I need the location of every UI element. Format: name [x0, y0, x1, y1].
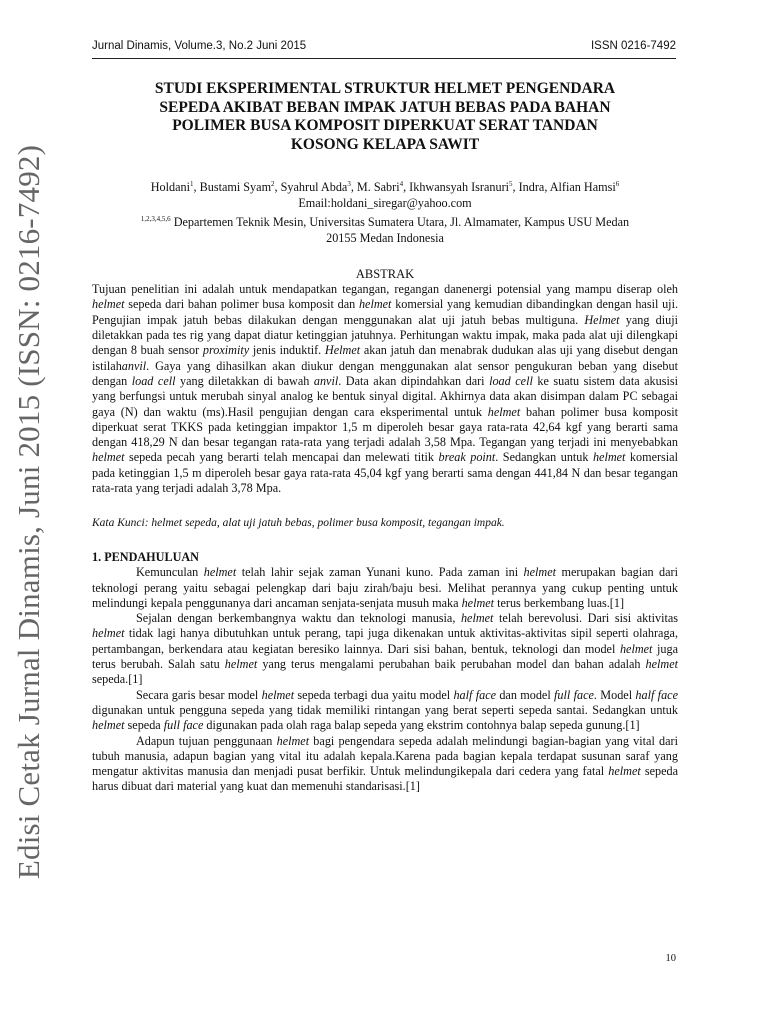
title-line: STUDI EKSPERIMENTAL STRUKTUR HELMET PENGENDARA: [154, 80, 616, 97]
paragraph: Adapun tujuan penggunaan helmet bagi pengendara sepeda adalah melindungi bagian-bagian yang vital dari tubuh manusia, adapun bagian yang vital itu adalah kepala.Karena pada bagian kepala terdapat susunan saraf yang mengatur aktivitas manusia dan menjadi pusat berfikir. Untuk melindungikepala dari cedera yang fatal helmet sepeda harus dibuat dari material yang kuat dan memenuhi standarisasi.[1]: [92, 733, 678, 794]
paragraph: Sejalan dengan berkembangnya waktu dan teknologi manusia, helmet telah berevolusi. Dari sisi aktivitas helmet tidak lagi hanya dibutuhkan untuk perang, tapi juga dikenakan untuk aktivitas-aktivitas sipil seperti olahraga, pertambangan, berkendara atau kegiatan beresiko lainnya. Dari sisi bahan, bentuk, teknologi dan model helmet juga terus berubah. Salah satu helmet yang terus mengalami perubahan baik perubahan model dan bahan adalah helmet sepeda.[1]: [92, 611, 679, 687]
author-list: Holdani$^1$, Bustami Syam$^2$, Syahrul Abda$^3$, M. Sabri$^4$, Ikhwansyah Isranuri$^5$, Indra, Alfian Hamsi$^6$ Email:holdani_siregar@yahoo.com: [92, 176, 678, 211]
journal-info: Jurnal Dinamis, Volume.3, No.2 Juni 2015: [92, 40, 307, 52]
title-line: KOSONG KELAPA SAWIT: [290, 135, 480, 153]
paragraph: Secara garis besar model helmet sepeda terbagi dua yaitu model half face dan model full face. Model half face digunakan untuk pengguna sepeda yang tidak memiliki rintangan yang berat seperti sepeda santai. Sedangkan untuk helmet sepeda full face digunakan pada olah raga balap sepeda yang ekstrim contohnya balap sepeda gunung.[1]: [92, 687, 678, 733]
abstract-body: Tujuan penelitian ini adalah untuk mendapatkan tegangan, regangan danenergi potensial yang mampu diserap oleh helmet sepeda dari bahan polimer busa komposit dan helmet komersial yang kemudian dibandingkan dengan hasil uji. Pengujian impak jatuh bebas dilakukan dengan menggunakan alat uji jatuh bebas multiguna. Helmet yang diuji diletakkan pada tes rig yang dapat diatur ketinggian jatuhnya. Perhitungan waktu impak, maka pada alat uji dilengkapi dengan 8 buah sensor proximity jenis induktif. Helmet akan jatuh dan menabrak dudukan alas uji yang disebut dengan istilahanvil. Gaya yang dihasilkan akan diukur dengan menggunakan alat sensor pengukuran beban yang disebut dengan load cell yang diletakkan di bawah anvil. Data akan dipindahkan dari load cell ke suatu sistem data akusisi yang berfungsi untuk merubah sinyal analog ke bentuk sinyal digital. Akhirnya data akan disimpan dalam PC sebagai gaya (N) dan waktu (ms).Hasil pengujian dengan cara eksperimental untuk helmet bahan polimer busa komposit diperkuat serat TKKS pada ketinggian impaktor 1,5 m diperoleh besar gaya rata-rata 42,64 kgf yang berarti sama dengan 418,29 N dan besar tegangan rata-rata yang terjadi adalah 3,58 Mpa. Tegangan yang terjadi ini menyebabkan helmet sepeda pecah yang berarti telah mencapai dan melewati titik break point. Sedangkan untuk helmet komersial pada ketinggian 1,5 m diperoleh besar gaya rata-rata 45,04 kgf yang berarti sama dengan 441,84 N dan besar tegangan rata-rata yang terjadi adalah 3,78 Mpa.: [92, 282, 679, 495]
header-rule: [92, 58, 676, 59]
keywords: Kata Kunci: helmet sepeda, alat uji jatuh bebas, polimer busa komposit, tegangan impak.: [92, 517, 505, 530]
title-line: SEPEDA AKIBAT BEBAN IMPAK JATUH BEBAS PADA BAHAN: [159, 98, 611, 116]
running-header: [92, 40, 676, 56]
paper-title: [122, 80, 648, 154]
sidebar-edition-banner: [0, 0, 58, 1024]
section-heading: 1. PENDAHULUAN: [92, 550, 199, 565]
affiliation: $^{1,2,3,4,5,6}$ Departemen Teknik Mesin, Universitas Sumatera Utara, Jl. Almamater, Kampus USU Medan 20155 Medan Indonesia: [140, 215, 630, 246]
title-line: POLIMER BUSA KOMPOSIT DIPERKUAT SERAT TANDAN: [172, 117, 598, 134]
page-content: [92, 80, 678, 795]
issn: ISSN 0216-7492: [590, 40, 676, 52]
author-email: Email:holdani_siregar@yahoo.com: [298, 196, 472, 211]
paragraph: Kemunculan helmet telah lahir sejak zaman Yunani kuno. Pada zaman ini helmet merupakan bagian dari teknologi perang yaitu sebagai pelengkap dari baju zirah/baju besi. Melihat perannya yang cukup penting untuk melindungi kepala penggunanya dari ancaman senjata-senjata musuh maka helmet terus berkembang luas.[1]: [92, 565, 678, 610]
abstract-heading: ABSTRAK: [355, 267, 415, 282]
page-number: 10: [665, 953, 676, 964]
sidebar-edition-text: Edisi Cetak Jurnal Dinamis, Juni 2015 (ISSN: 0216-7492): [11, 144, 46, 880]
